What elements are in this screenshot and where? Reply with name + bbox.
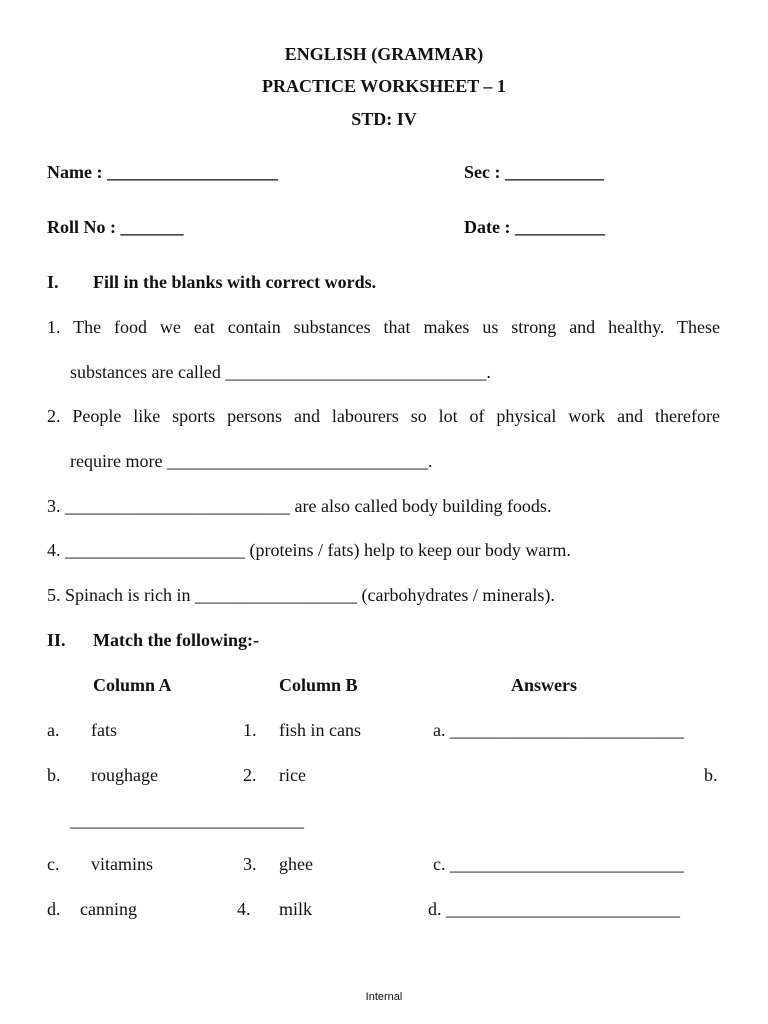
match-column-b-item: milk — [279, 899, 313, 919]
roll-no-field: Roll No : _______ — [47, 217, 184, 237]
question-2-line-1: 2. People like sports persons and labourers so lot of physical work and therefore — [47, 406, 720, 426]
section-2-heading: Match the following:- — [93, 630, 259, 650]
match-column-b-number: 3. — [243, 854, 257, 874]
match-column-a-item: canning — [80, 899, 137, 919]
match-answer-blank: c. __________________________ — [433, 854, 684, 874]
match-answer-label: b. — [704, 765, 718, 785]
section-1-heading: Fill in the blanks with correct words. — [93, 272, 377, 292]
section-2-number: II. — [47, 630, 66, 650]
match-answer-blank: a. __________________________ — [433, 720, 684, 740]
match-answer-blank: d. __________________________ — [428, 899, 680, 919]
date-field: Date : __________ — [464, 217, 605, 237]
match-row-label: d. — [47, 899, 61, 919]
sec-field: Sec : ___________ — [464, 162, 604, 182]
question-1-line-2: substances are called _____________________________. — [70, 362, 491, 382]
match-column-a-item: fats — [91, 720, 117, 740]
name-field: Name : ___________________ — [47, 162, 278, 182]
match-row-label: b. — [47, 765, 61, 785]
match-column-b-number: 2. — [243, 765, 257, 785]
answers-header: Answers — [511, 675, 577, 695]
question-1-line-1: 1. The food we eat contain substances that makes us strong and healthy. These — [47, 317, 720, 337]
match-column-a-item: roughage — [91, 765, 158, 785]
question-2-line-2: require more _____________________________. — [70, 451, 433, 471]
footer-classification-label: Internal — [365, 991, 403, 1003]
match-column-b-item: ghee — [279, 854, 313, 874]
worksheet-subject-title: ENGLISH (GRAMMAR) — [284, 44, 484, 64]
question-5: 5. Spinach is rich in __________________ (carbohydrates / minerals). — [47, 585, 555, 605]
column-b-header: Column B — [279, 675, 358, 695]
worksheet-number-title: PRACTICE WORKSHEET – 1 — [262, 76, 506, 96]
question-4: 4. ____________________ (proteins / fats) help to keep our body warm. — [47, 540, 571, 560]
match-answer-blank: __________________________ — [70, 810, 304, 830]
match-column-b-number: 4. — [237, 899, 251, 919]
match-column-b-number: 1. — [243, 720, 257, 740]
section-1-number: I. — [47, 272, 59, 292]
match-column-b-item: rice — [279, 765, 306, 785]
match-row-label: a. — [47, 720, 60, 740]
match-column-b-item: fish in cans — [279, 720, 361, 740]
worksheet-standard: STD: IV — [351, 109, 417, 129]
column-a-header: Column A — [93, 675, 172, 695]
match-row-label: c. — [47, 854, 60, 874]
question-3: 3. _________________________ are also called body building foods. — [47, 496, 552, 516]
match-column-a-item: vitamins — [91, 854, 153, 874]
